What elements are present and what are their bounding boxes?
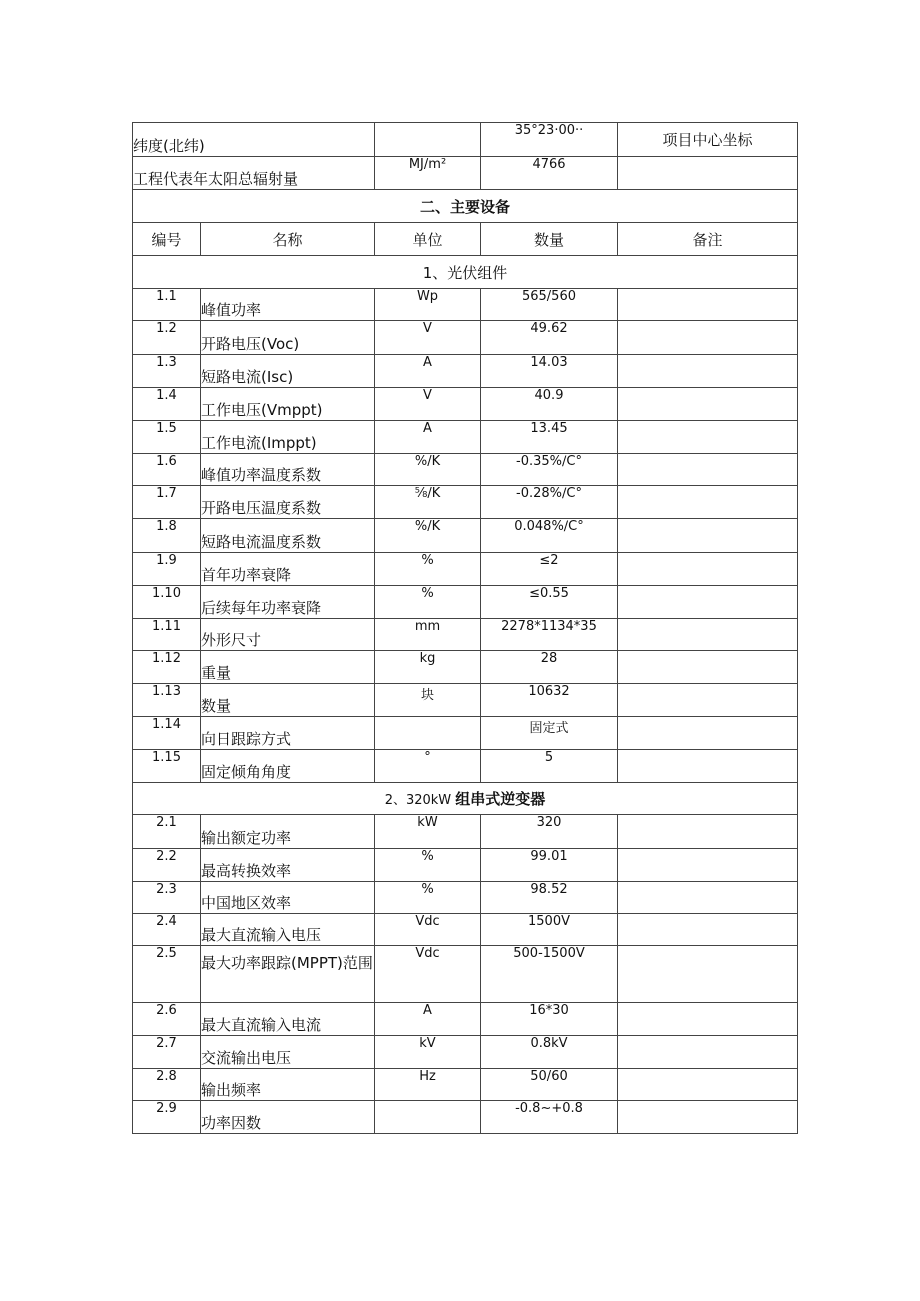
item-number: 1.2 (133, 321, 201, 355)
table-row (133, 519, 798, 553)
param-unit: MJ/m² (375, 157, 481, 190)
item-number: 1.3 (133, 355, 201, 388)
table-row (133, 321, 798, 355)
header-row (133, 223, 798, 256)
item-number: 1.13 (133, 684, 201, 717)
item-note (618, 553, 798, 586)
item-note (618, 750, 798, 783)
item-name: 数量 (201, 684, 375, 717)
param-value: 4766 (481, 157, 618, 190)
table-row (133, 750, 798, 783)
header-note: 备注 (618, 223, 798, 256)
item-value: 固定式 (481, 717, 618, 750)
item-note (618, 882, 798, 914)
item-unit: A (375, 421, 481, 454)
item-number: 1.5 (133, 421, 201, 454)
item-note (618, 1069, 798, 1101)
item-name: 首年功率衰降 (201, 553, 375, 586)
item-name: 外形尺寸 (201, 619, 375, 651)
item-unit: ° (375, 750, 481, 783)
item-name: 向日跟踪方式 (201, 717, 375, 750)
item-name: 短路电流温度系数 (201, 519, 375, 553)
item-number: 1.11 (133, 619, 201, 651)
item-note (618, 454, 798, 486)
item-note (618, 289, 798, 321)
item-number: 1.10 (133, 586, 201, 619)
table-row (133, 1036, 798, 1069)
equipment-spec-table (132, 122, 798, 1134)
top-row (133, 157, 798, 190)
table-row (133, 553, 798, 586)
item-note (618, 586, 798, 619)
item-value: 500-1500V (481, 946, 618, 1003)
table-row (133, 355, 798, 388)
item-value: 50/60 (481, 1069, 618, 1101)
item-name: 最高转换效率 (201, 849, 375, 882)
item-note (618, 1036, 798, 1069)
item-value: 98.52 (481, 882, 618, 914)
main-section-title: 二、主要设备 (133, 190, 798, 223)
top-row (133, 123, 798, 157)
item-name: 输出频率 (201, 1069, 375, 1101)
item-number: 1.9 (133, 553, 201, 586)
item-note (618, 717, 798, 750)
section-title-row (133, 190, 798, 223)
param-unit (375, 123, 481, 157)
item-number: 1.6 (133, 454, 201, 486)
item-unit: % (375, 882, 481, 914)
header-no: 编号 (133, 223, 201, 256)
item-name: 峰值功率温度系数 (201, 454, 375, 486)
item-value: 2278*1134*35 (481, 619, 618, 651)
inverter-section-title (133, 783, 798, 815)
item-number: 2.3 (133, 882, 201, 914)
table-row (133, 1101, 798, 1134)
item-value: 5 (481, 750, 618, 783)
item-name: 开路电压温度系数 (201, 486, 375, 519)
item-number: 1.4 (133, 388, 201, 421)
param-value: 35°23·00·· (481, 123, 618, 157)
table-row (133, 586, 798, 619)
item-number: 1.14 (133, 717, 201, 750)
item-unit: A (375, 1003, 481, 1036)
table-row (133, 388, 798, 421)
item-name: 最大直流输入电流 (201, 1003, 375, 1036)
table-row (133, 1003, 798, 1036)
inverter-title-main: 组串式逆变器 (455, 790, 546, 808)
param-name: 工程代表年太阳总辐射量 (133, 157, 375, 190)
table-row (133, 815, 798, 849)
item-value: ≤0.55 (481, 586, 618, 619)
item-number: 1.15 (133, 750, 201, 783)
item-unit: kg (375, 651, 481, 684)
item-value: 40.9 (481, 388, 618, 421)
item-unit: kV (375, 1036, 481, 1069)
param-note (618, 157, 798, 190)
item-unit (375, 1101, 481, 1134)
item-value: 16*30 (481, 1003, 618, 1036)
item-unit: % (375, 586, 481, 619)
subsection-row (133, 256, 798, 289)
header-name: 名称 (201, 223, 375, 256)
table-row (133, 619, 798, 651)
item-name: 工作电流(Imppt) (201, 421, 375, 454)
pv-section-title: 1、光伏组件 (133, 256, 798, 289)
item-note (618, 355, 798, 388)
item-note (618, 519, 798, 553)
item-number: 2.7 (133, 1036, 201, 1069)
subsection-row (133, 783, 798, 815)
item-note (618, 684, 798, 717)
param-name: 纬度(北纬) (133, 123, 375, 157)
header-unit: 单位 (375, 223, 481, 256)
item-name: 交流输出电压 (201, 1036, 375, 1069)
item-unit: Vdc (375, 946, 481, 1003)
item-name: 后续每年功率衰降 (201, 586, 375, 619)
item-value: 565/560 (481, 289, 618, 321)
inverter-title-prefix: 2、320kW (384, 793, 456, 808)
item-name: 工作电压(Vmppt) (201, 388, 375, 421)
item-unit: ⅝/K (375, 486, 481, 519)
item-name: 短路电流(Isc) (201, 355, 375, 388)
param-note: 项目中心坐标 (618, 123, 798, 157)
item-unit: Wp (375, 289, 481, 321)
item-unit: Hz (375, 1069, 481, 1101)
item-value: 49.62 (481, 321, 618, 355)
item-note (618, 619, 798, 651)
item-note (618, 321, 798, 355)
table-row (133, 717, 798, 750)
table-row (133, 454, 798, 486)
item-value: 10632 (481, 684, 618, 717)
table-row (133, 486, 798, 519)
item-name: 开路电压(Voc) (201, 321, 375, 355)
item-name: 最大功率跟踪(MPPT)范围 (201, 946, 375, 1003)
item-unit: V (375, 321, 481, 355)
table-row (133, 1069, 798, 1101)
item-unit (375, 717, 481, 750)
item-value: -0.35%∕C° (481, 454, 618, 486)
item-number: 2.5 (133, 946, 201, 1003)
item-number: 2.4 (133, 914, 201, 946)
item-unit: % (375, 553, 481, 586)
item-value: 28 (481, 651, 618, 684)
item-value: 0.048%∕C° (481, 519, 618, 553)
item-name: 功率因数 (201, 1101, 375, 1134)
item-note (618, 486, 798, 519)
item-note (618, 1101, 798, 1134)
item-note (618, 815, 798, 849)
item-value: 99.01 (481, 849, 618, 882)
spec-table-body (133, 123, 798, 1134)
item-value: 0.8kV (481, 1036, 618, 1069)
item-note (618, 388, 798, 421)
table-row (133, 421, 798, 454)
item-name: 重量 (201, 651, 375, 684)
item-value: 320 (481, 815, 618, 849)
table-row (133, 946, 798, 1003)
item-unit: % (375, 849, 481, 882)
item-note (618, 946, 798, 1003)
item-name: 峰值功率 (201, 289, 375, 321)
item-number: 2.1 (133, 815, 201, 849)
item-number: 2.6 (133, 1003, 201, 1036)
table-row (133, 289, 798, 321)
item-number: 1.8 (133, 519, 201, 553)
item-number: 2.2 (133, 849, 201, 882)
item-note (618, 914, 798, 946)
item-unit: V (375, 388, 481, 421)
item-number: 1.12 (133, 651, 201, 684)
item-note (618, 421, 798, 454)
item-note (618, 849, 798, 882)
item-number: 1.1 (133, 289, 201, 321)
item-value: -0.8~+0.8 (481, 1101, 618, 1134)
item-name: 最大直流输入电压 (201, 914, 375, 946)
table-row (133, 684, 798, 717)
item-name: 中国地区效率 (201, 882, 375, 914)
item-value: ≤2 (481, 553, 618, 586)
table-row (133, 882, 798, 914)
item-unit: %/K (375, 519, 481, 553)
item-value: 1500V (481, 914, 618, 946)
item-unit: A (375, 355, 481, 388)
item-unit: %/K (375, 454, 481, 486)
item-unit: kW (375, 815, 481, 849)
item-value: -0.28%∕C° (481, 486, 618, 519)
item-unit: Vdc (375, 914, 481, 946)
item-unit: 块 (375, 684, 481, 717)
table-row (133, 849, 798, 882)
header-qty: 数量 (481, 223, 618, 256)
item-note (618, 1003, 798, 1036)
item-note (618, 651, 798, 684)
item-name: 固定倾角角度 (201, 750, 375, 783)
table-row (133, 651, 798, 684)
item-value: 14.03 (481, 355, 618, 388)
item-unit: mm (375, 619, 481, 651)
item-number: 2.9 (133, 1101, 201, 1134)
item-number: 1.7 (133, 486, 201, 519)
item-name: 输出额定功率 (201, 815, 375, 849)
item-value: 13.45 (481, 421, 618, 454)
table-row (133, 914, 798, 946)
item-number: 2.8 (133, 1069, 201, 1101)
